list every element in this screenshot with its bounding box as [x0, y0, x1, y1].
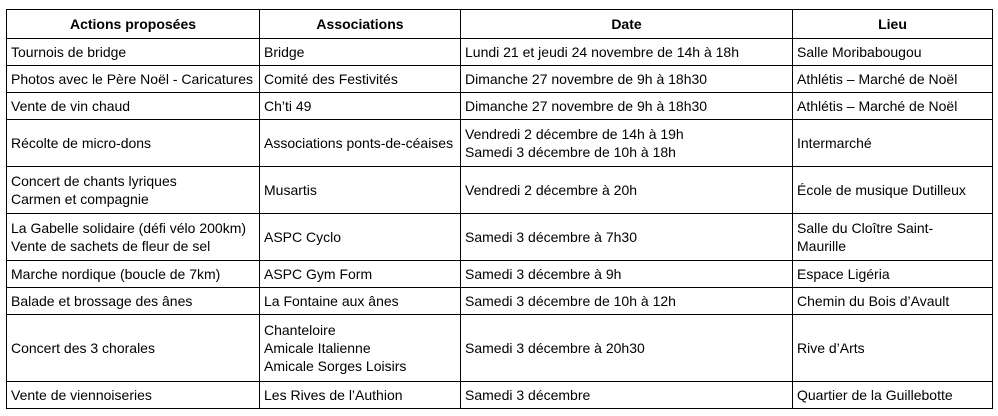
cell-text-line: ASPC Gym Form	[264, 266, 373, 282]
cell-text-line: Samedi 3 décembre à 9h	[465, 266, 622, 282]
cell-text-line: Vendredi 2 décembre à 20h	[465, 182, 638, 198]
date-cell	[461, 288, 793, 315]
cell-text-line: La Fontaine aux ânes	[264, 293, 399, 309]
action-cell	[7, 315, 260, 382]
date-cell	[461, 382, 793, 409]
association-cell	[260, 288, 461, 315]
date-cell	[461, 66, 793, 93]
date-cell	[461, 93, 793, 120]
cell-text-line: Comité des Festivités	[264, 71, 398, 87]
action-cell	[7, 288, 260, 315]
table-row	[7, 315, 993, 382]
cell-text-line: École de musique Dutilleux	[797, 182, 966, 198]
cell-text-line: Maurille	[797, 238, 847, 254]
association-cell	[260, 214, 461, 261]
date-cell	[461, 39, 793, 66]
action-cell	[7, 382, 260, 409]
cell-text-line: Athlétis – Marché de Noël	[797, 71, 958, 87]
cell-text-line: Vente de sachets de fleur de sel	[11, 238, 211, 254]
cell-text-line: Marche nordique (boucle de 7km)	[11, 266, 221, 282]
header-date: Date	[461, 10, 793, 39]
cell-text-line: Concert de chants lyriques	[11, 173, 177, 189]
lieu-cell	[793, 214, 993, 261]
cell-text-line: Athlétis – Marché de Noël	[797, 98, 958, 114]
association-cell	[260, 93, 461, 120]
cell-text-line: Samedi 3 décembre de 10h à 18h	[465, 144, 676, 160]
date-cell	[461, 120, 793, 167]
header-associations: Associations	[260, 10, 461, 39]
cell-text-line: Samedi 3 décembre à 7h30	[465, 229, 637, 245]
date-cell	[461, 214, 793, 261]
table-row	[7, 288, 993, 315]
cell-text-line: Salle Moribabougou	[797, 44, 922, 60]
lieu-cell	[793, 261, 993, 288]
cell-text-line: Chanteloire	[264, 322, 336, 338]
action-cell	[7, 167, 260, 214]
cell-text-line: Photos avec le Père Noël - Caricatures	[11, 71, 253, 87]
cell-text-line: Ch’ti 49	[264, 98, 312, 114]
header-lieu: Lieu	[793, 10, 993, 39]
lieu-cell	[793, 167, 993, 214]
cell-text-line: Samedi 3 décembre à 20h30	[465, 340, 645, 356]
cell-text-line: Balade et brossage des ânes	[11, 293, 193, 309]
cell-text-line: Les Rives de l’Authion	[264, 387, 403, 403]
table-row	[7, 214, 993, 261]
cell-text-line: Concert des 3 chorales	[11, 340, 155, 356]
header-actions: Actions proposées	[7, 10, 260, 39]
date-cell	[461, 167, 793, 214]
table-row	[7, 120, 993, 167]
table-row	[7, 382, 993, 409]
cell-text-line: La Gabelle solidaire (défi vélo 200km)	[11, 220, 247, 236]
cell-text-line: Associations ponts-de-céaises	[264, 135, 454, 151]
action-cell	[7, 39, 260, 66]
cell-text-line: Samedi 3 décembre de 10h à 12h	[465, 293, 676, 309]
cell-text-line: Dimanche 27 novembre de 9h à 18h30	[465, 71, 708, 87]
association-cell	[260, 39, 461, 66]
cell-text-line: Vente de vin chaud	[11, 98, 131, 114]
association-cell	[260, 382, 461, 409]
lieu-cell	[793, 315, 993, 382]
association-cell	[260, 315, 461, 382]
cell-text-line: Vente de viennoiseries	[11, 387, 152, 403]
table-row	[7, 167, 993, 214]
cell-text-line: Rive d’Arts	[797, 340, 865, 356]
date-cell	[461, 315, 793, 382]
association-cell	[260, 66, 461, 93]
action-cell	[7, 214, 260, 261]
table-row	[7, 66, 993, 93]
cell-text-line: Amicale Sorges Loisirs	[264, 358, 407, 374]
cell-text-line: Samedi 3 décembre	[465, 387, 591, 403]
date-cell	[461, 261, 793, 288]
cell-text-line: Carmen et compagnie	[11, 191, 149, 207]
table-row	[7, 39, 993, 66]
association-cell	[260, 120, 461, 167]
action-cell	[7, 120, 260, 167]
cell-text-line: Chemin du Bois d’Avault	[797, 293, 950, 309]
cell-text-line: Lundi 21 et jeudi 24 novembre de 14h à 18h	[465, 44, 739, 60]
cell-text-line: Récolte de micro-dons	[11, 135, 152, 151]
cell-text-line: Dimanche 27 novembre de 9h à 18h30	[465, 98, 708, 114]
action-cell	[7, 66, 260, 93]
cell-text-line: Quartier de la Guillebotte	[797, 387, 953, 403]
cell-text-line: Amicale Italienne	[264, 340, 371, 356]
cell-text-line: Tournois de bridge	[11, 44, 127, 60]
events-table	[6, 9, 993, 409]
association-cell	[260, 167, 461, 214]
lieu-cell	[793, 288, 993, 315]
lieu-cell	[793, 382, 993, 409]
table-body	[7, 39, 993, 409]
cell-text-line: Intermarché	[797, 135, 872, 151]
cell-text-line: Salle du Cloître Saint-	[797, 220, 934, 236]
cell-text-line: ASPC Cyclo	[264, 229, 342, 245]
action-cell	[7, 93, 260, 120]
header-row	[7, 10, 993, 39]
lieu-cell	[793, 66, 993, 93]
cell-text-line: Vendredi 2 décembre de 14h à 19h	[465, 126, 684, 142]
cell-text-line: Bridge	[264, 44, 305, 60]
association-cell	[260, 261, 461, 288]
table-row	[7, 261, 993, 288]
lieu-cell	[793, 93, 993, 120]
cell-text-line: Musartis	[264, 182, 317, 198]
action-cell	[7, 261, 260, 288]
lieu-cell	[793, 120, 993, 167]
cell-text-line: Espace Ligéria	[797, 266, 890, 282]
table-row	[7, 93, 993, 120]
lieu-cell	[793, 39, 993, 66]
